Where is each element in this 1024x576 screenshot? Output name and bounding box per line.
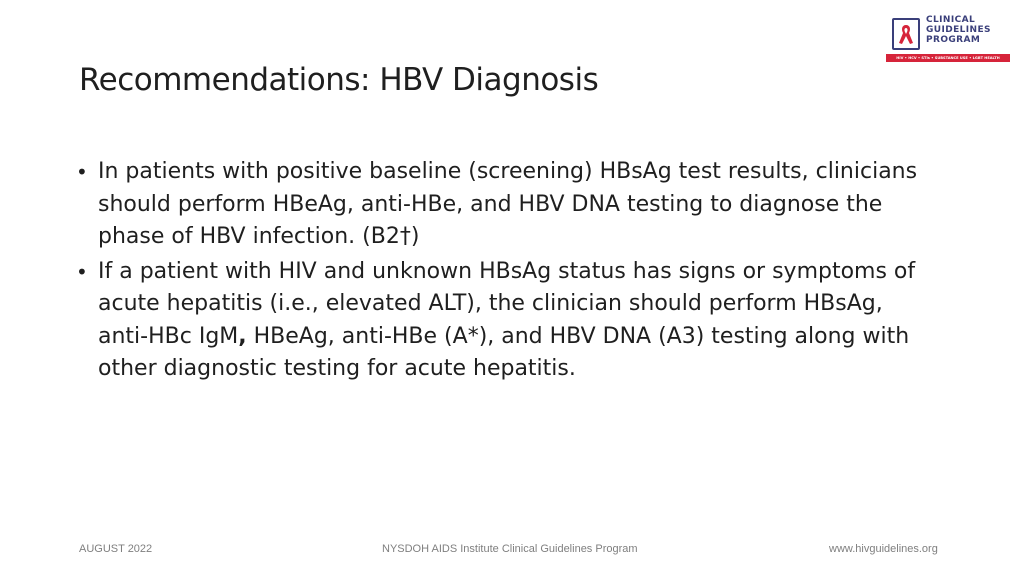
logo-line: CLINICAL [926,15,976,25]
bullet-list [76,156,936,388]
list-item [76,156,936,254]
footer-date: AUGUST 2022 [79,543,153,555]
bullet-text-continued: HBeAg, anti-HBe (A*), and HBV DNA (A3) testing along with other diagnostic testing for acute hepatitis. [98,323,910,381]
logo-line: GUIDELINES [926,25,991,35]
footer-program: NYSDOH AIDS Institute Clinical Guidelines Program [382,543,638,555]
bullet-icon: • [76,259,88,284]
footer-url: www.hivguidelines.org [829,543,938,555]
page-title: Recommendations: HBV Diagnosis [79,62,599,98]
bullet-text: In patients with positive baseline (screening) HBsAg test results, clinicians should perform HBeAg, anti-HBe, and HBV DNA testing to diagnose the phase of HBV infection. (B2†) [98,159,918,249]
logo-tagline: HIV • HCV • STIs • SUBSTANCE USE • LGBT HEALTH [886,54,1010,62]
logo-line: PROGRAM [926,35,981,45]
list-item [76,256,936,386]
bullet-icon: • [76,160,88,184]
logo-wordmark [926,15,991,45]
bullet-text: If a patient with HIV and unknown HBsAg status has signs or symptoms of acute hepatitis (i.e., elevated ALT), the clinician should perform HBsAg, anti-HBc IgM [98,258,916,349]
bold-comma: , [238,323,247,349]
ribbon-icon [892,18,920,50]
clinical-guidelines-program-logo [886,14,1010,64]
